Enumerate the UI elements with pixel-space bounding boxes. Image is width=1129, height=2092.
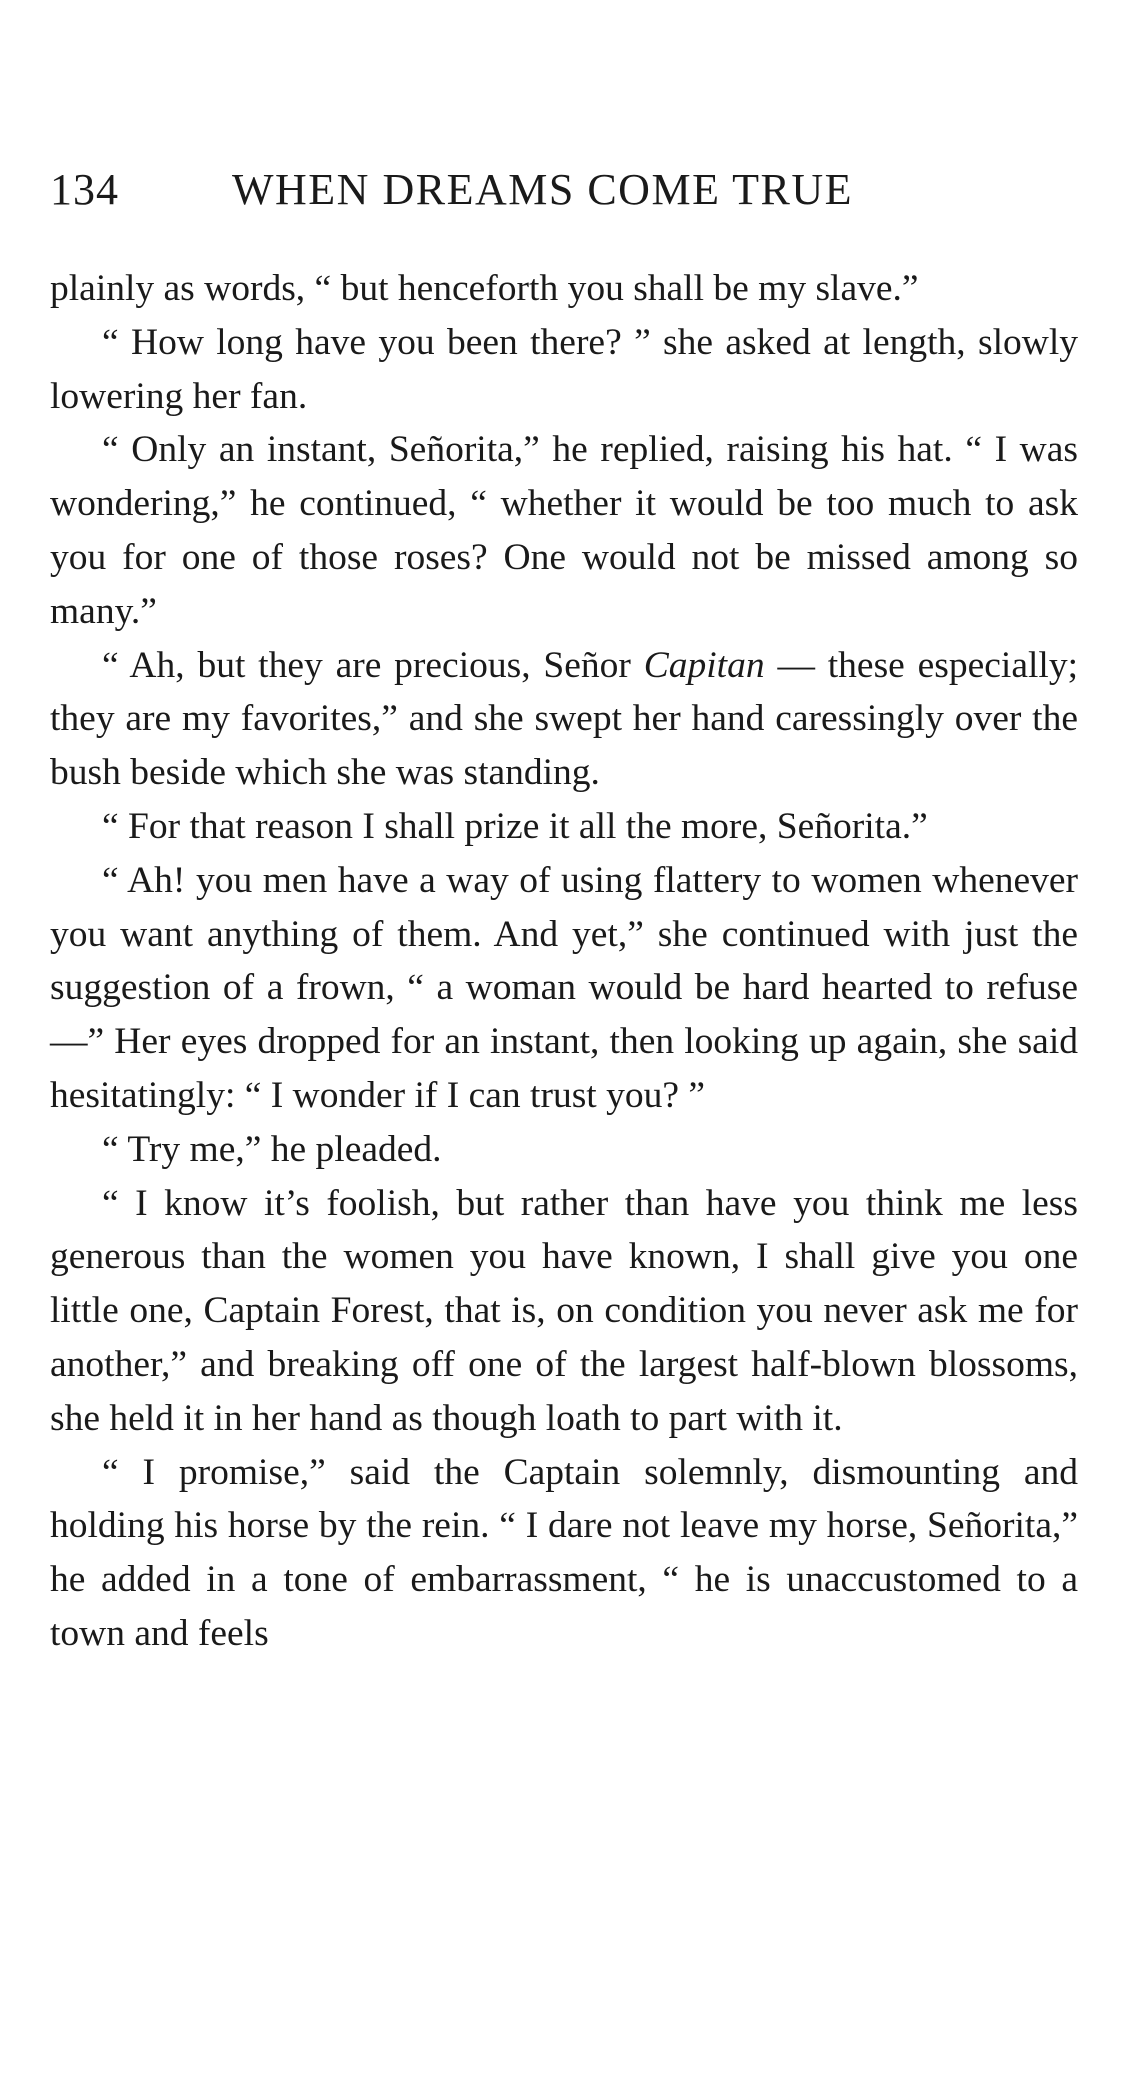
italic-word: Capitan — [643, 644, 765, 686]
paragraph: “ How long have you been there? ” she asked at length, slowly lowering her fan. — [50, 321, 1078, 417]
running-title: WHEN DREAMS COME TRUE — [232, 165, 854, 214]
page-number: 134 — [50, 165, 119, 214]
paragraph: “ For that reason I shall prize it all the more, Señorita.” — [102, 805, 928, 847]
paragraph-text: — these especially; they are my favorites,” and she swept her hand caressingly over the bush beside which she was standing. — [50, 644, 1078, 794]
running-head — [50, 160, 1078, 220]
body-text — [50, 262, 1078, 1661]
paragraph: “ Ah! you men have a way of using flattery to women whenever you want anything of them. And yet,” she continued with just the suggestion of a frown, “ a woman would be hard hearted to refuse —” Her eyes dropped for an instant, then looking up again, she said hesitatingly: “ I wonder if I can trust you? ” — [50, 859, 1078, 1116]
paragraph: “ I promise,” said the Captain solemnly, dismounting and holding his horse by the rein. “ I dare not leave my horse, Señorita,” he added in a tone of embarrassment, “ he is unaccustomed to a town and feels — [50, 1451, 1078, 1654]
paragraph-text: “ Ah, but they are precious, Señor — [102, 644, 644, 686]
paragraph: “ Try me,” he pleaded. — [102, 1128, 442, 1170]
paragraph — [50, 639, 1078, 800]
paragraph-continued: plainly as words, “ but henceforth you shall be my slave.” — [50, 268, 919, 309]
paragraph: “ Only an instant, Señorita,” he replied, raising his hat. “ I was wondering,” he continued, “ whether it would be too much to ask you for one of those roses? One would not be missed among so many.” — [50, 429, 1078, 632]
paragraph: “ I know it’s foolish, but rather than have you think me less generous than the women you have known, I shall give you one little one, Captain Forest, that is, on condition you never ask me for another,” and breaking off one of the largest half-blown blossoms, she held it in her hand as though loath to part with it. — [50, 1182, 1078, 1439]
